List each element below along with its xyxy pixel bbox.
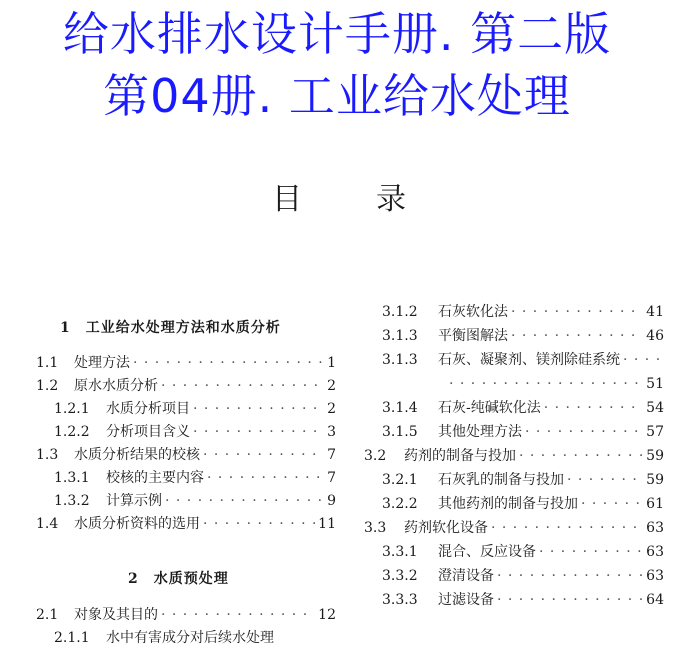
toc-entry-text: 平衡图解法 xyxy=(438,328,508,344)
toc-entry-text: 混合、反应设备 xyxy=(438,544,536,560)
toc-entry-text: 水质分析资料的选用 xyxy=(74,516,200,532)
toc-entry-text: 石灰、凝聚剂、镁剂除硅系统 xyxy=(438,352,620,368)
toc-entry-leader xyxy=(133,352,324,375)
toc-entry-text: 药剂的制备与投加 xyxy=(404,448,516,464)
toc-entry-leader xyxy=(519,445,643,468)
banner-title-line-2: 第04册. 工业给水处理 xyxy=(103,69,571,123)
toc-entry-page: 7 xyxy=(327,470,336,486)
toc-entry-number: 3.3 xyxy=(364,520,387,536)
toc-entry[interactable] xyxy=(382,349,664,372)
toc-entry-leader xyxy=(497,565,643,588)
chapter-heading-1: 1 工业给水处理方法和水质分析 xyxy=(60,320,281,336)
toc-entry-page: 12 xyxy=(318,607,336,623)
toc-entry[interactable] xyxy=(382,565,664,588)
toc-entry-leader xyxy=(544,397,643,420)
toc-entry-page: 46 xyxy=(646,328,664,344)
banner-title-line-1: 给水排水设计手册. 第二版 xyxy=(62,7,612,61)
toc-entry-leader xyxy=(207,467,324,490)
toc-entry-text: 石灰-纯碱软化法 xyxy=(438,400,541,416)
toc-entry-leader xyxy=(491,517,643,540)
toc-entry-page: 54 xyxy=(646,400,664,416)
toc-entry-number: 1.3.1 xyxy=(54,470,90,486)
toc-entry-page: 63 xyxy=(646,520,664,536)
toc-entry-page: 59 xyxy=(646,448,664,464)
toc-entry-leader xyxy=(203,513,315,536)
toc-heading-char-1: 目 xyxy=(272,182,302,217)
toc-entry-leader xyxy=(623,349,661,372)
toc-entry-page: 2 xyxy=(327,378,336,394)
toc-entry-number: 3.3.1 xyxy=(382,544,418,560)
toc-entry-number: 1.1 xyxy=(36,355,59,371)
toc-entry-leader xyxy=(203,444,324,467)
toc-entry-text: 过滤设备 xyxy=(438,592,494,608)
toc-entry[interactable] xyxy=(382,397,664,420)
toc-entry-leader xyxy=(165,490,324,513)
toc-entry-text: 石灰乳的制备与投加 xyxy=(438,472,564,488)
toc-entry-number: 1.2 xyxy=(36,378,59,394)
toc-entry-leader xyxy=(581,493,643,516)
toc-entry[interactable] xyxy=(54,398,336,421)
toc-entry-text: 原水水质分析 xyxy=(74,378,158,394)
toc-entry-text: 处理方法 xyxy=(74,355,130,371)
toc-entry-text: 分析项目含义 xyxy=(106,424,190,440)
toc-entry-text: 水中有害成分对后续水处理 xyxy=(106,630,274,646)
toc-entry-text: 水质分析项目 xyxy=(106,401,190,417)
toc-entry-number: 3.2.2 xyxy=(382,496,418,512)
toc-entry-text: 计算示例 xyxy=(106,493,162,509)
toc-entry-number: 3.1.4 xyxy=(382,400,418,416)
toc-entry[interactable] xyxy=(36,375,336,398)
toc-entry-text: 校核的主要内容 xyxy=(106,470,204,486)
toc-entry[interactable] xyxy=(36,604,336,627)
toc-entry-page: 63 xyxy=(646,568,664,584)
toc-entry[interactable] xyxy=(382,541,664,564)
toc-entry[interactable] xyxy=(382,493,664,516)
toc-entry-text: 对象及其目的 xyxy=(74,607,158,623)
toc-entry-leader xyxy=(567,469,643,492)
toc-entry-page: 59 xyxy=(646,472,664,488)
toc-entry[interactable] xyxy=(364,517,664,540)
toc-entry-number: 3.3.2 xyxy=(382,568,418,584)
toc-entry-leader xyxy=(525,421,643,444)
chapter-heading-2: 2 水质预处理 xyxy=(128,571,229,587)
toc-entry-page: 57 xyxy=(646,424,664,440)
toc-entry[interactable] xyxy=(382,301,664,324)
toc-entry-page: 11 xyxy=(318,516,336,532)
toc-entry-leader xyxy=(193,421,324,444)
toc-entry[interactable] xyxy=(364,445,664,468)
toc-entry-page: 41 xyxy=(646,304,664,320)
toc-entry-number: 3.1.2 xyxy=(382,304,418,320)
toc-entry[interactable] xyxy=(54,467,336,490)
toc-entry-number: 3.1.3 xyxy=(382,328,418,344)
toc-entry-number: 3.3.3 xyxy=(382,592,418,608)
toc-entry[interactable] xyxy=(36,513,336,536)
toc-entry-continued[interactable] xyxy=(446,373,664,396)
toc-entry[interactable] xyxy=(36,352,336,375)
toc-entry-text: 石灰软化法 xyxy=(438,304,508,320)
toc-entry-number: 1.4 xyxy=(36,516,59,532)
toc-heading xyxy=(272,182,412,218)
toc-entry-number: 3.2 xyxy=(364,448,387,464)
toc-entry-number: 3.2.1 xyxy=(382,472,418,488)
toc-entry-number: 2.1.1 xyxy=(54,630,90,646)
toc-entry-page: 51 xyxy=(646,376,664,392)
toc-entry-number: 2.1 xyxy=(36,607,59,623)
toc-entry-leader xyxy=(161,375,324,398)
toc-entry-text: 水质分析结果的校核 xyxy=(74,447,200,463)
toc-entry-leader xyxy=(511,301,643,324)
toc-entry-page: 7 xyxy=(327,447,336,463)
toc-heading-char-2: 录 xyxy=(376,182,406,217)
toc-entry-page: 9 xyxy=(327,493,336,509)
toc-entry-number: 3.1.3 xyxy=(382,352,418,368)
toc-entry[interactable] xyxy=(36,444,336,467)
toc-entry-number: 1.3 xyxy=(36,447,59,463)
toc-entry[interactable] xyxy=(54,490,336,513)
toc-entry-leader xyxy=(511,325,643,348)
toc-entry-text: 其他处理方法 xyxy=(438,424,522,440)
toc-entry-page: 63 xyxy=(646,544,664,560)
toc-entry-leader xyxy=(497,589,643,612)
toc-entry-number: 1.3.2 xyxy=(54,493,90,509)
toc-entry[interactable] xyxy=(54,627,336,650)
toc-entry-leader xyxy=(449,373,643,396)
toc-entry-leader xyxy=(161,604,315,627)
toc-entry[interactable] xyxy=(54,421,336,444)
toc-entry-text: 其他药剂的制备与投加 xyxy=(438,496,578,512)
toc-entry-number: 1.2.2 xyxy=(54,424,90,440)
toc-entry-text: 澄清设备 xyxy=(438,568,494,584)
toc-entry-leader xyxy=(539,541,643,564)
toc-entry-number: 1.2.1 xyxy=(54,401,90,417)
toc-entry[interactable] xyxy=(382,325,664,348)
toc-entry-page: 3 xyxy=(327,424,336,440)
toc-entry-text: 药剂软化设备 xyxy=(404,520,488,536)
toc-entry[interactable] xyxy=(382,421,664,444)
toc-entry-leader xyxy=(193,398,324,421)
toc-entry-page: 61 xyxy=(646,496,664,512)
toc-entry-page: 2 xyxy=(327,401,336,417)
toc-entry-page: 64 xyxy=(646,592,664,608)
toc-entry[interactable] xyxy=(382,469,664,492)
toc-entry-number: 3.1.5 xyxy=(382,424,418,440)
toc-entry-page: 1 xyxy=(327,355,336,371)
toc-entry[interactable] xyxy=(382,589,664,612)
